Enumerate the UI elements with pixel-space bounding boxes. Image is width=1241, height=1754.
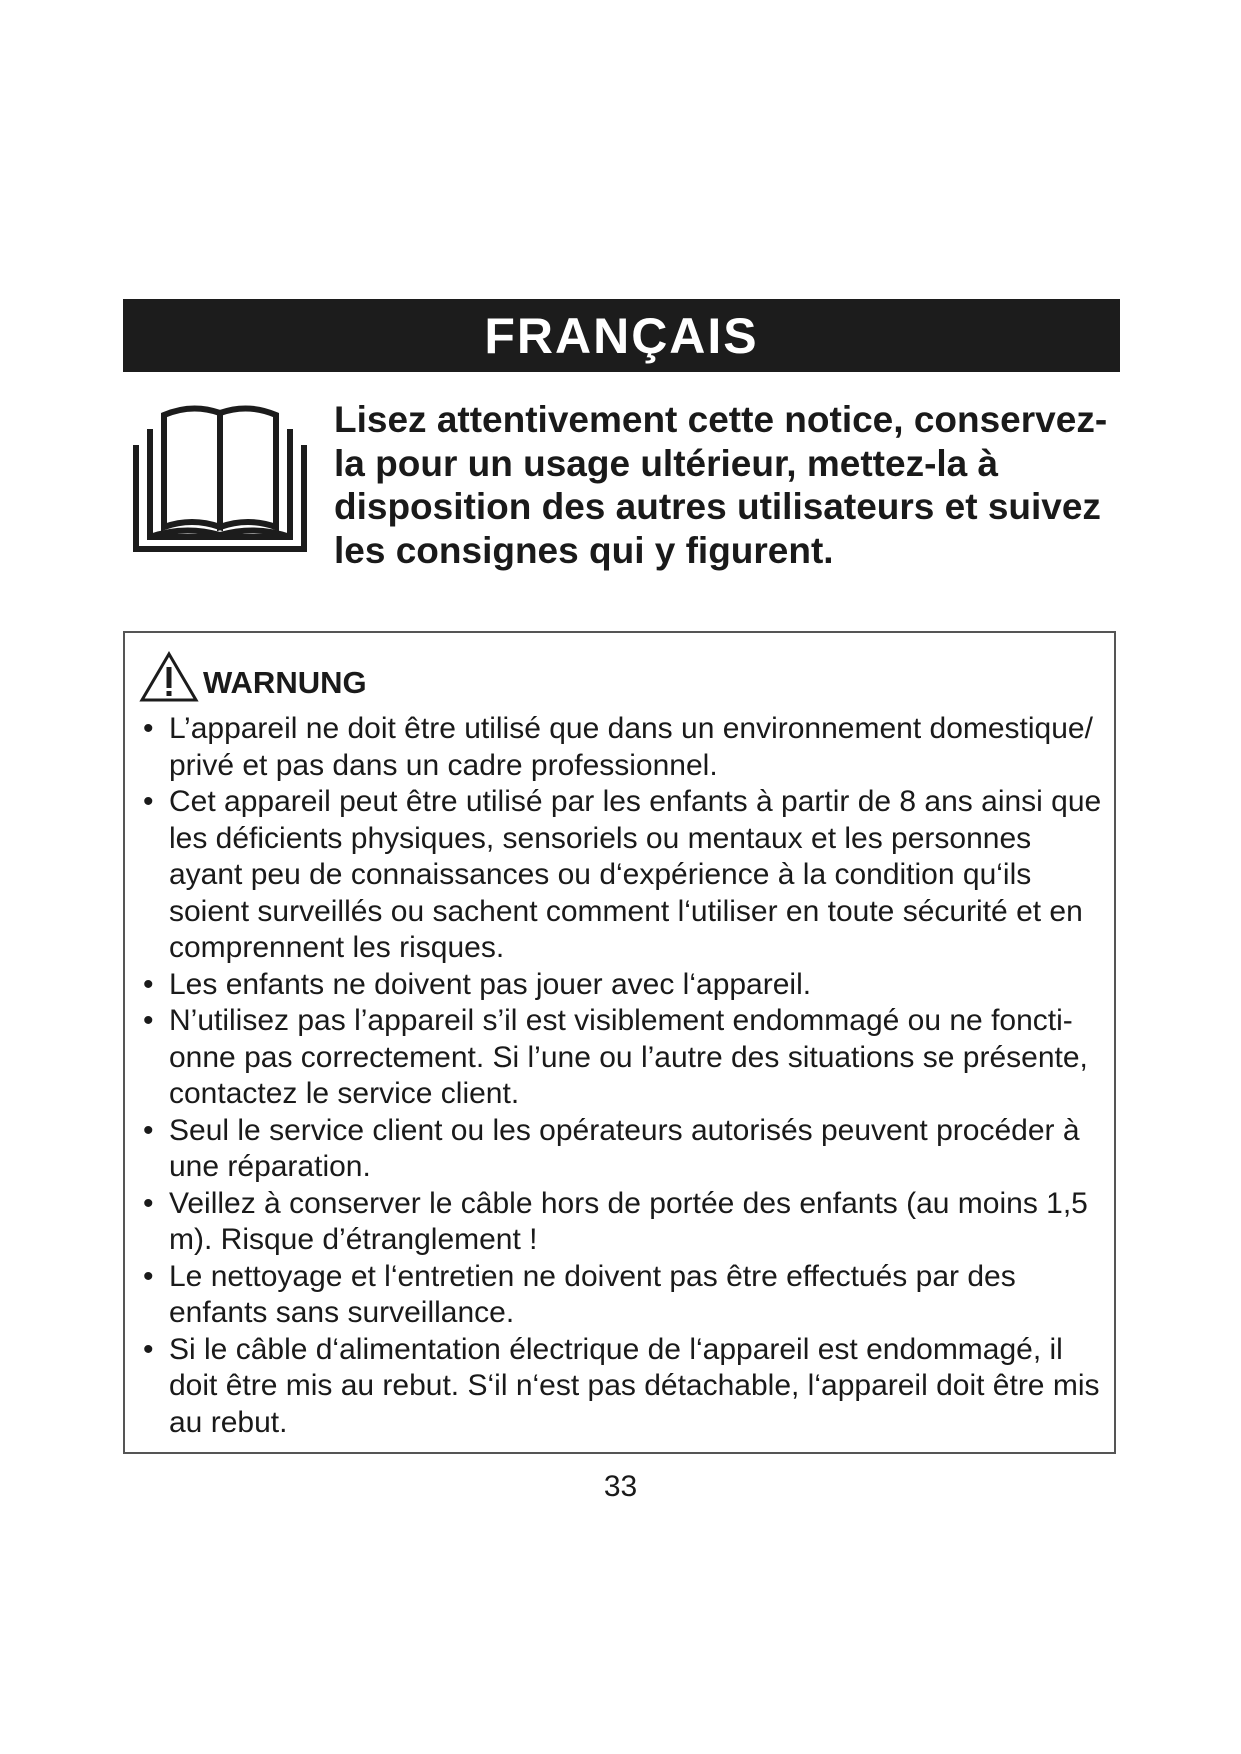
bullet: • <box>143 1186 154 1220</box>
warning-header <box>139 651 367 703</box>
warning-triangle-icon <box>139 651 199 703</box>
section-header <box>123 299 1120 372</box>
bullet: • <box>143 1113 154 1147</box>
list-item <box>143 784 1103 967</box>
list-item <box>143 1332 1103 1442</box>
bullet: • <box>143 1332 154 1366</box>
warning-box <box>123 631 1116 1454</box>
list-item-text: L’appareil ne doit être utilisé que dans un environnement domestique/ privé et pas dans un cadre professionnel. <box>169 712 1093 782</box>
page-number: 33 <box>603 1470 638 1503</box>
list-item-text: Les enfants ne doivent pas jouer avec l‘appareil. <box>169 967 812 1001</box>
list-item-text: Seul le service client ou les opérateurs autorisés peuvent procéder à une réparation. <box>169 1113 1080 1183</box>
bullet: • <box>143 967 154 1001</box>
list-item-text: Cet appareil peut être utilisé par les enfants à partir de 8 ans ainsi que les déficients physiques, sensoriels ou mentaux et les personnes ayant peu de connaissances ou d‘expérience à la condition qu‘ils soient surveillés ou sachent comment l‘utiliser en toute sécurité et en comprennent les risques. <box>169 785 1102 964</box>
list-item <box>143 1259 1103 1332</box>
list-item <box>143 1186 1103 1259</box>
warning-title: WARNUNG <box>203 665 367 700</box>
list-item-text: Le nettoyage et l‘entretien ne doivent pas être effectués par des enfants sans surveillance. <box>169 1259 1016 1329</box>
bullet: • <box>143 712 154 745</box>
open-book-icon <box>132 403 308 553</box>
bullet: • <box>143 1004 154 1037</box>
list-item <box>143 711 1103 784</box>
bullet: • <box>143 1259 154 1293</box>
warning-list <box>143 711 1103 1441</box>
bullet: • <box>143 785 154 818</box>
language-title: FRANÇAIS <box>484 307 759 364</box>
intro-text: Lisez attentivement cette notice, conservez-la pour un usage ultérieur, mettez-la à disposition des autres utilisateurs et suivez les consignes qui y figurent. <box>334 399 1108 571</box>
list-item <box>143 1113 1103 1186</box>
list-item-text: N’utilisez pas l’appareil s’il est visiblement endommagé ou ne foncti- onne pas correctement. Si l’une ou l’autre des situations se présente, contactez le service client. <box>169 1004 1088 1110</box>
list-item-text: Veillez à conserver le câble hors de portée des enfants (au moins 1,5 m). Risque d’étranglement ! <box>169 1186 1088 1256</box>
list-item-text: Si le câble d‘alimentation électrique de l‘appareil est endommagé, il doit être mis au rebut. S‘il n‘est pas détachable, l‘appareil doit être mis au rebut. <box>169 1332 1100 1439</box>
list-item <box>143 967 1103 1004</box>
list-item <box>143 1003 1103 1113</box>
